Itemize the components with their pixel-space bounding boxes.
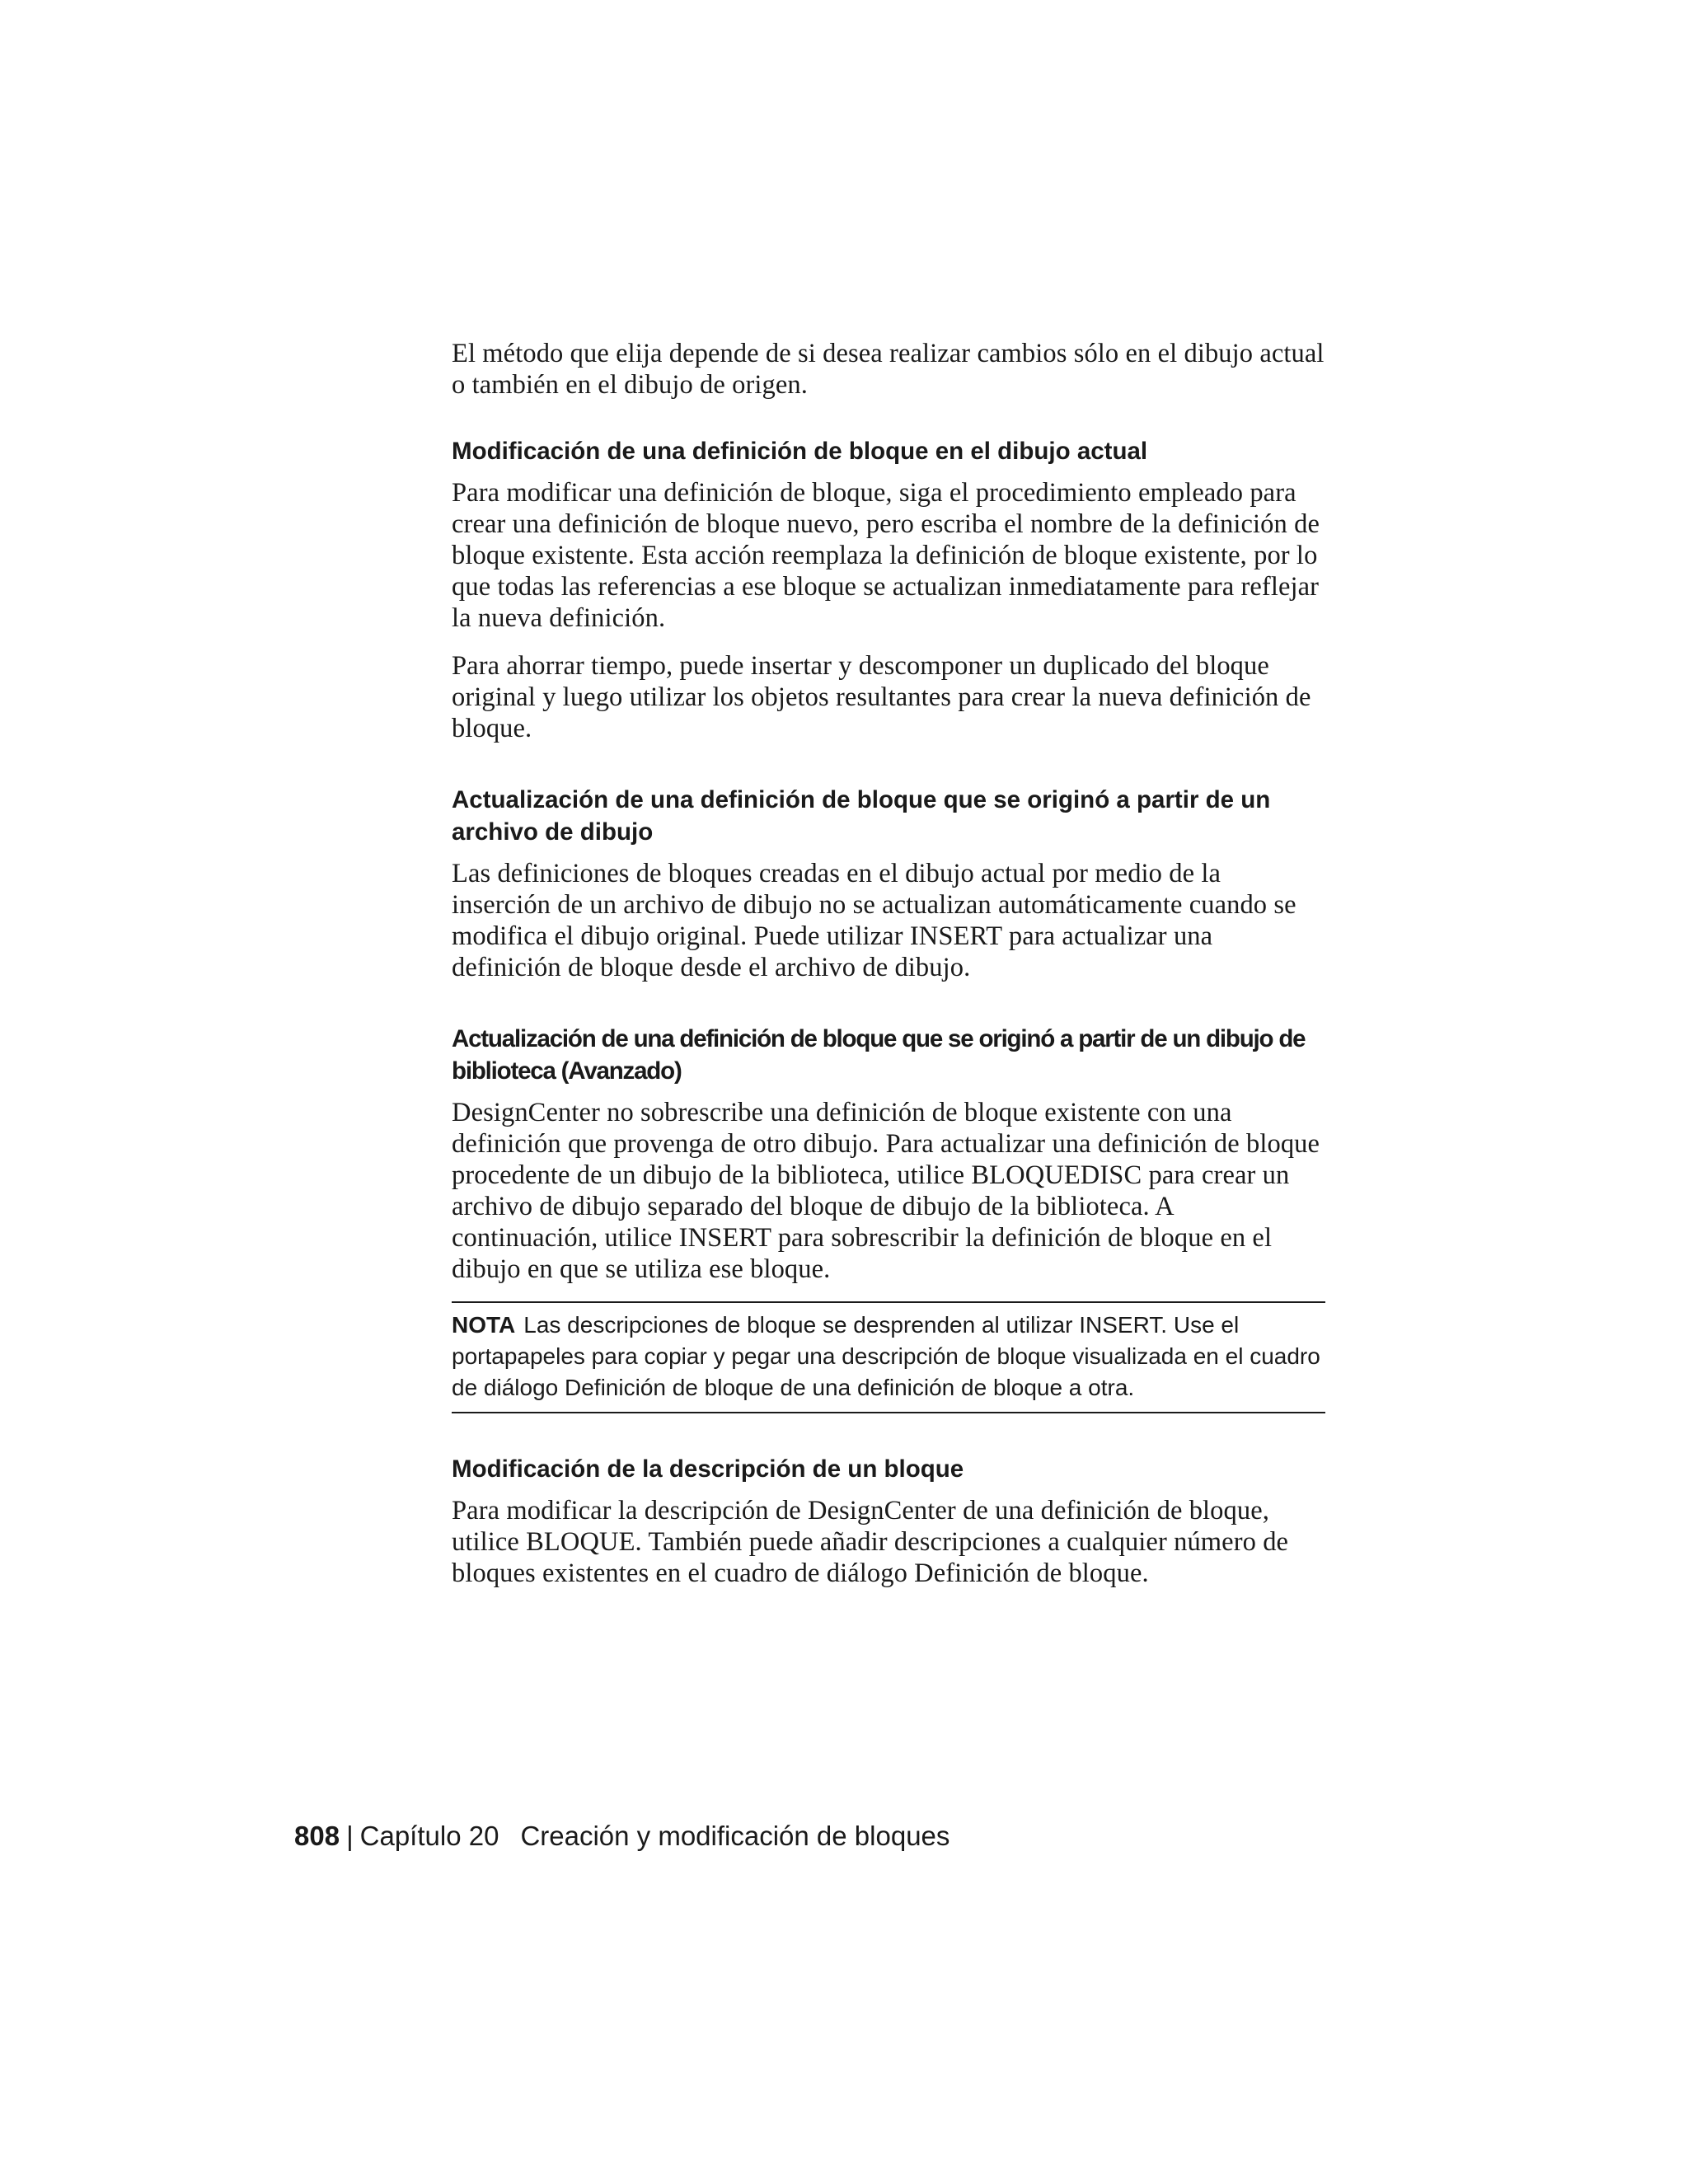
note-text: Las descripciones de bloque se desprenden al utilizar INSERT. Use el portapapeles para copiar y pegar una descripción de bloque visualizada en el cuadro de diálogo Definición de bloque de una definición de bloque a otra. — [452, 1312, 1320, 1400]
section-paragraph: DesignCenter no sobrescribe una definición de bloque existente con una definición que provenga de otro dibujo. Para actualizar una definición de bloque procedente de un dibujo de la biblioteca, utilice BLOQUEDISC para crear un archivo de dibujo separado del bloque de dibujo de la biblioteca. A continuación, utilice INSERT para sobrescribir la definición de bloque en el dibujo en que se utiliza ese bloque. — [452, 1098, 1320, 1284]
section-heading-modify-current: Modificación de una definición de bloque en el dibujo actual — [452, 438, 1148, 465]
intro-paragraph: El método que elija depende de si desea realizar cambios sólo en el dibujo actual o también en el dibujo de origen. — [452, 339, 1325, 400]
section-heading-modify-description: Modificación de la descripción de un bloque — [452, 1455, 964, 1483]
chapter-title: Creación y modificación de bloques — [520, 1821, 950, 1851]
note-label: NOTA — [452, 1312, 516, 1338]
section-heading-update-from-library: Actualización de una definición de bloque que se originó a partir de un dibujo de biblioteca (Avanzado) — [452, 1025, 1306, 1085]
note-box — [452, 1301, 1325, 1413]
page-footer — [294, 1820, 950, 1853]
chapter-label: Capítulo 20 — [359, 1821, 499, 1851]
footer-separator: | — [346, 1821, 354, 1851]
section-paragraph: Para modificar una definición de bloque, siga el procedimiento empleado para crear una definición de bloque nuevo, pero escriba el nombre de la definición de bloque existente. Esta acción reemplaza la definición de bloque existente, por lo que todas las referencias a ese bloque se actualizan inmediatamente para reflejar la nueva definición. — [452, 478, 1320, 633]
section-paragraph: Las definiciones de bloques creadas en el dibujo actual por medio de la inserción de un archivo de dibujo no se actualizan automáticamente cuando se modifica el dibujo original. Puede utilizar INSERT para actualizar una definición de bloque desde el archivo de dibujo. — [452, 859, 1296, 982]
section-paragraph: Para ahorrar tiempo, puede insertar y descomponer un duplicado del bloque original y luego utilizar los objetos resultantes para crear la nueva definición de bloque. — [452, 651, 1311, 743]
page-body — [452, 338, 1325, 1605]
page-number: 808 — [294, 1821, 340, 1851]
section-heading-update-from-file: Actualización de una definición de bloque que se originó a partir de un archivo de dibujo — [452, 786, 1271, 846]
section-paragraph: Para modificar la descripción de DesignCenter de una definición de bloque, utilice BLOQUE. También puede añadir descripciones a cualquier número de bloques existentes en el cuadro de diálogo Definición de bloque. — [452, 1496, 1289, 1588]
